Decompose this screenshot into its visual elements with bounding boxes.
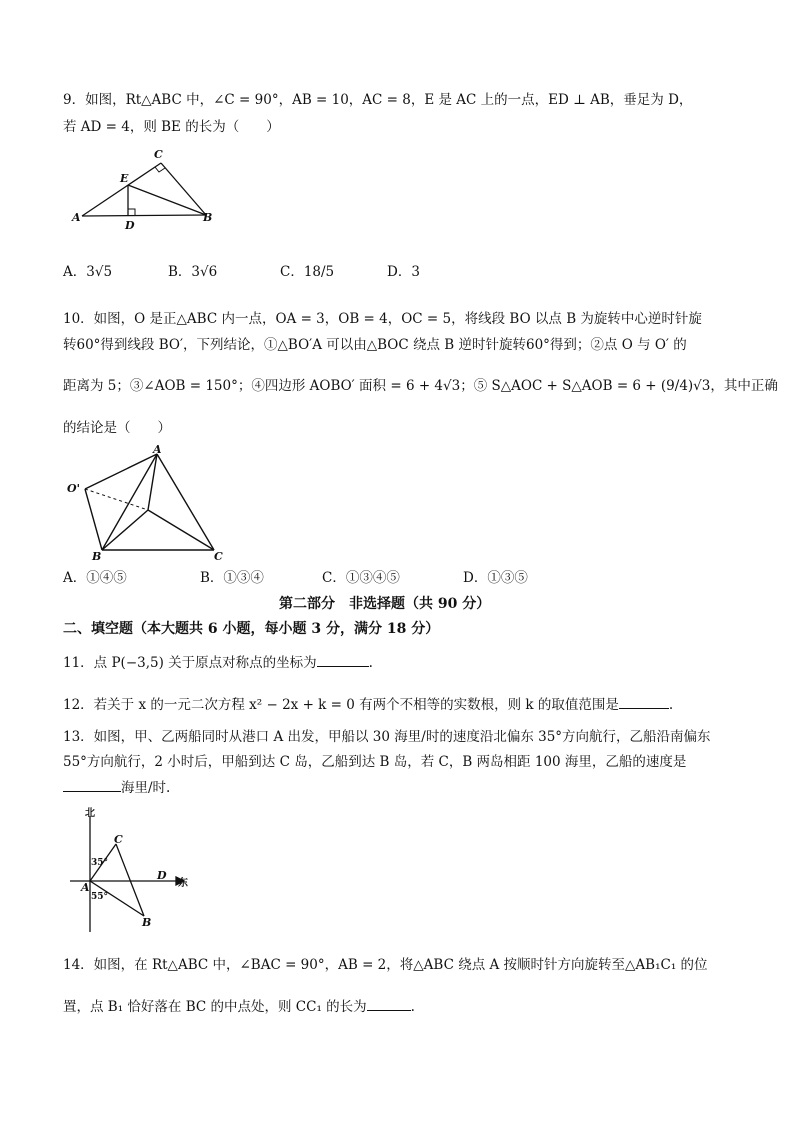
q10-label-o-prime: O'	[67, 482, 80, 495]
q12-line	[63, 694, 673, 715]
q13-answer-blank[interactable]	[63, 777, 121, 792]
q10-label-c: C	[214, 550, 223, 563]
q9-right-angle-c	[155, 167, 165, 172]
q9-segment-cb	[161, 163, 206, 215]
q11-line	[63, 652, 373, 673]
q9-segment-ac	[82, 163, 161, 216]
q13-segment-cb	[116, 844, 144, 916]
q12-text: 12．若关于 x 的一元二次方程 x² − 2x + k = 0 有两个不相等的实数根，则 k 的取值范围是	[63, 697, 619, 713]
q11-text: 11．点 P(−3,5) 关于原点对称点的坐标为	[63, 655, 317, 671]
q12-answer-blank[interactable]	[619, 694, 669, 709]
q13-label-north: 北	[85, 808, 95, 819]
q13-label-b: B	[142, 916, 152, 929]
q9-label-b: B	[203, 211, 213, 224]
q13-label-d: D	[157, 869, 167, 882]
q9-option-d: D．3	[387, 264, 420, 280]
q11-answer-blank[interactable]	[317, 652, 369, 667]
q9-option-a: A．3√5	[63, 264, 113, 280]
q10-line3: 距离为 5；③∠AOB = 150°；④四边形 AOBO′ 面积 = 6 + 4√3；⑤ S△AOC + S△AOB = 6 + (9/4)√3，其中正确	[63, 378, 778, 394]
q14-line2	[63, 996, 415, 1017]
q9-segment-eb	[128, 185, 206, 215]
q9-label-c: C	[154, 148, 163, 161]
q10-segment-bo	[102, 510, 148, 550]
q14-line1: 14．如图，在 Rt△ABC 中，∠BAC = 90°，AB = 2，将△ABC 绕点 A 按顺时针方向旋转至△AB₁C₁ 的位	[63, 957, 708, 973]
q9-label-a: A	[72, 211, 81, 224]
q12-end: .	[668, 697, 674, 713]
q10-segment-ac	[157, 454, 214, 550]
q13-figure	[68, 804, 193, 934]
q10-line1: 10．如图，O 是正△ABC 内一点，OA = 3，OB = 4，OC = 5，将线段 BO 以点 B 为旋转中心逆时针旋	[63, 311, 702, 327]
part2-title: 第二部分 非选择题（共 90 分）	[279, 596, 491, 612]
q13-line2: 55°方向航行，2 小时后，甲船到达 C 岛，乙船到达 B 岛，若 C，B 两岛相距 100 海里，乙船的速度是	[63, 754, 687, 770]
q9-line2: 若 AD = 4，则 BE 的长为（ ）	[63, 119, 280, 135]
q9-option-c: C．18/5	[280, 264, 335, 280]
q10-label-b: B	[92, 550, 102, 563]
q10-figure	[64, 442, 234, 564]
q9-figure	[70, 146, 230, 236]
q10-option-d: D．①③⑤	[463, 570, 528, 586]
q13-line1: 13．如图，甲、乙两船同时从港口 A 出发，甲船以 30 海里/时的速度沿北偏东 35°方向航行，乙船沿南偏东	[63, 729, 711, 745]
q10-line4: 的结论是（ ）	[63, 420, 171, 436]
q10-segment-bo-prime	[85, 489, 102, 550]
q13-label-a: A	[81, 881, 90, 894]
q9-line1: 9．如图，Rt△ABC 中，∠C = 90°，AB = 10，AC = 8，E 是 AC 上的一点，ED ⊥ AB，垂足为 D，	[63, 92, 693, 108]
q13-line3	[63, 777, 170, 798]
q9-label-d: D	[125, 219, 135, 232]
q10-segment-oo-prime	[85, 489, 148, 510]
q9-option-b: B．3√6	[168, 264, 218, 280]
q13-label-c: C	[114, 833, 123, 846]
q10-option-a: A．①④⑤	[63, 570, 127, 586]
q9-label-e: E	[120, 172, 129, 185]
q13-end: 海里/时.	[121, 780, 171, 796]
q14-answer-blank[interactable]	[367, 996, 411, 1011]
q10-option-c: C．①③④⑤	[322, 570, 400, 586]
q13-angle-55: 55°	[91, 892, 109, 902]
q10-line2: 转60°得到线段 BO′，下列结论，①△BO′A 可以由△BOC 绕点 B 逆时针旋转60°得到；②点 O 与 O′ 的	[63, 337, 687, 353]
q9-segment-ab	[82, 215, 206, 216]
q13-label-east: 东	[178, 878, 188, 889]
q14-text: 置，点 B₁ 恰好落在 BC 的中点处，则 CC₁ 的长为	[63, 999, 367, 1015]
q13-angle-35: 35°	[91, 858, 109, 868]
q10-segment-co	[148, 510, 214, 550]
q11-end: .	[368, 655, 373, 671]
q10-label-a: A	[153, 443, 162, 456]
q14-end: .	[410, 999, 415, 1015]
q10-option-b: B．①③④	[200, 570, 264, 586]
section2-title: 二、填空题（本大题共 6 小题，每小题 3 分，满分 18 分）	[63, 621, 440, 637]
